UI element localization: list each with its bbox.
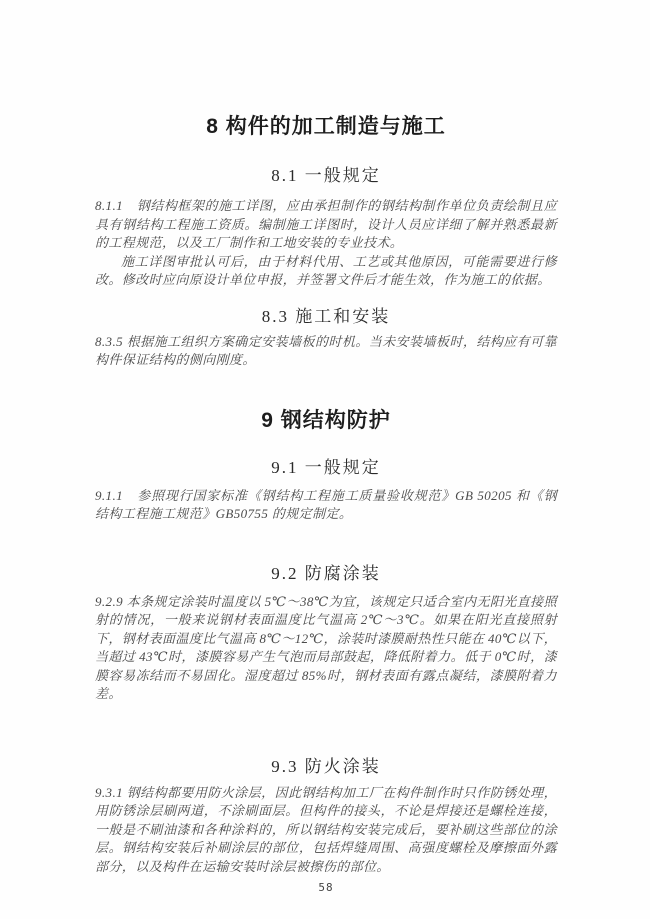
paragraph-8-3-5: 8.3.5 根据施工组织方案确定安装墙板的时机。当未安装墙板时，结构应有可靠构件保证结构的侧向刚度。 xyxy=(95,333,557,367)
chapter-8-title: 8 构件的加工制造与施工 xyxy=(206,115,446,138)
paragraph-9-2-9: 9.2.9 本条规定涂装时温度以 5℃～38℃为宜，该规定只适合室内无阳光直接照射的情况，一般来说钢材表面温度比气温高 2℃～3℃。如果在阳光直接照射下，钢材表面温度比气温高 8℃～12℃，涂装时漆膜耐热性只能在 40℃以下，当超过 43℃时，漆膜容易产生气泡而局部鼓起，降低附着力。低于 0℃时，漆膜容易冻结而不易固化。湿度超过 85%时，钢材表面有露点凝结，漆膜附着力差。 xyxy=(95,593,557,701)
page-content xyxy=(0,112,650,894)
section-9-1-title: 9.1 一般规定 xyxy=(271,457,381,477)
section-9-3-title: 9.3 防火涂装 xyxy=(271,756,381,776)
section-8-3-title: 8.3 施工和安装 xyxy=(261,306,391,326)
section-8-1-title: 8.1 一般规定 xyxy=(271,166,381,185)
paragraph-8-1-1: 8.1.1 钢结构框架的施工详图，应由承担制作的钢结构制作单位负责绘制且应具有钢结构工程施工资质。编制施工详图时，设计人员应详细了解并熟悉最新的工程规范，以及工厂制作和工地安装的专业技术。 xyxy=(95,198,557,250)
paragraph-9-3-1: 9.3.1 钢结构都要用防火涂层，因此钢结构加工厂在构件制作时只作防锈处理，用防锈涂层刷两道，不涂刷面层。但构件的接头，不论是焊接还是螺栓连接，一般是不刷油漆和各种涂料的，所以钢结构安装完成后，要补刷这些部位的涂层。钢结构安装后补刷涂层的部位，包括焊缝周围、高强度螺栓及摩擦面外露部分，以及构件在运输安装时涂层被擦伤的部位。 xyxy=(95,784,557,874)
paragraph-8-1-1-continued: 施工详图审批认可后，由于材料代用、工艺或其他原因，可能需要进行修改。修改时应向原设计单位申报，并签署文件后才能生效，作为施工的依据。 xyxy=(95,253,557,287)
page-number: 58 xyxy=(318,881,334,894)
section-9-2-title: 9.2 防腐涂装 xyxy=(271,563,381,583)
chapter-9-title: 9 钢结构防护 xyxy=(261,408,391,432)
paragraph-9-1-1: 9.1.1 参照现行国家标准《钢结构工程施工质量验收规范》GB 50205 和《钢结构工程施工规范》GB50755 的规定制定。 xyxy=(95,487,557,521)
